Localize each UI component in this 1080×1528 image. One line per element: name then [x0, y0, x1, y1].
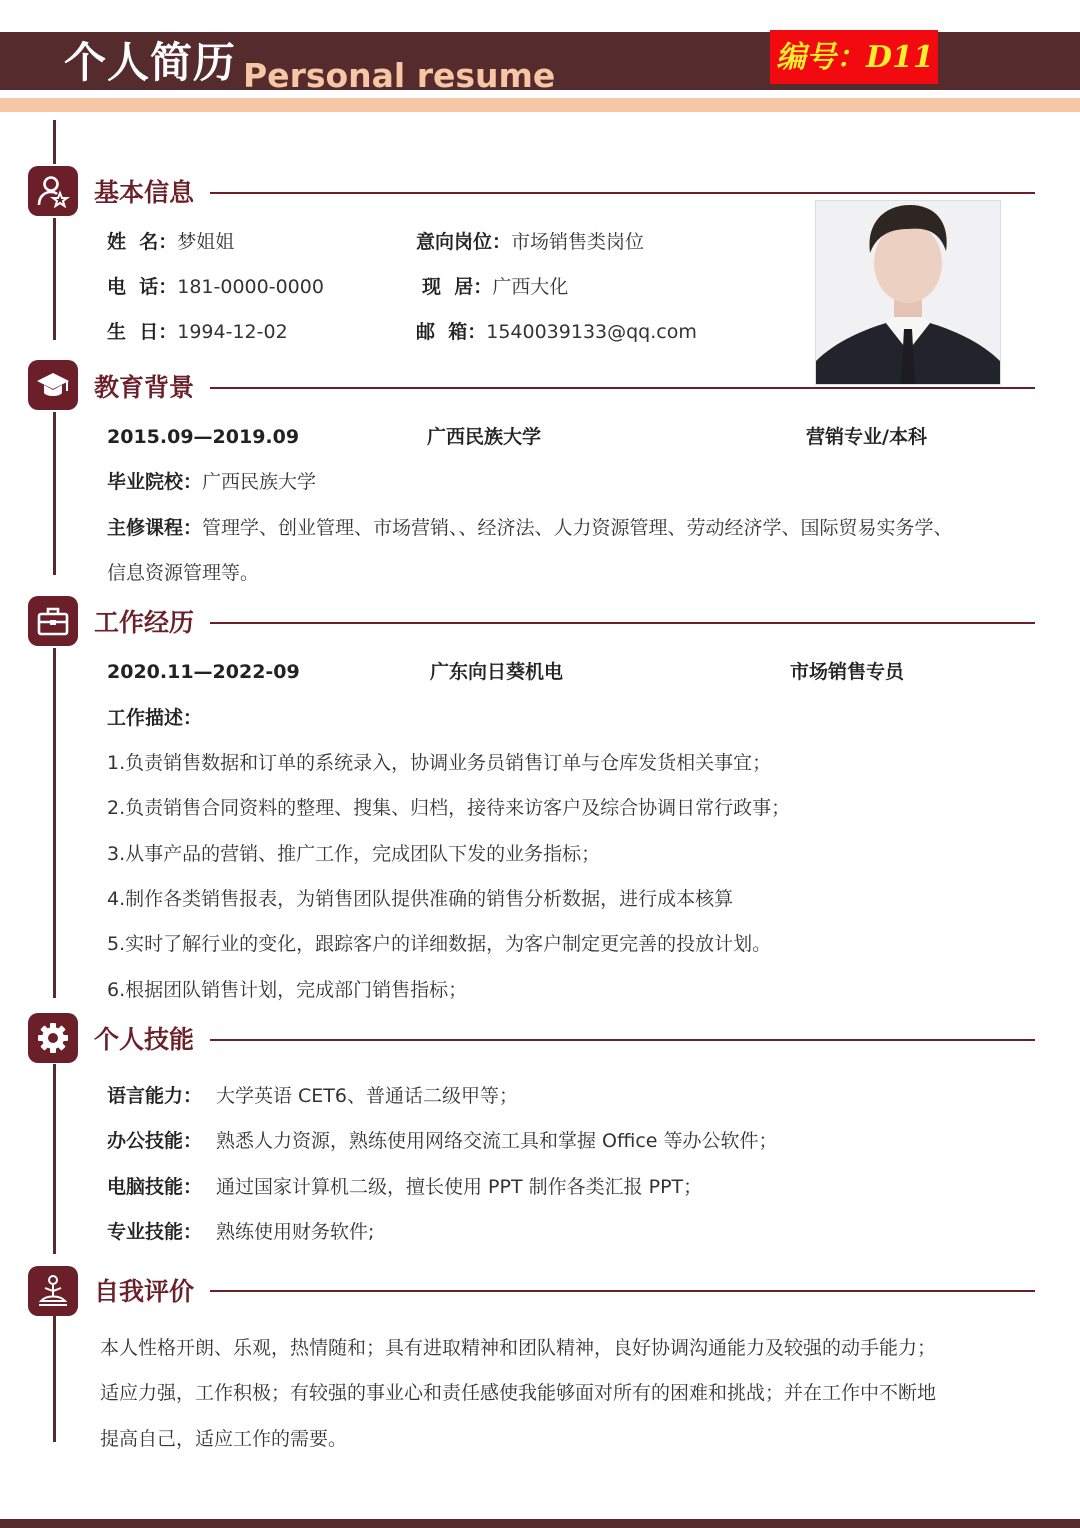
section-title-self: 自我评价	[94, 1277, 195, 1306]
timeline-line	[53, 218, 56, 340]
email-label: 邮 箱：	[416, 321, 487, 343]
skill-value: 熟悉人力资源，熟练使用网络交流工具和掌握 Office 等办公软件；	[216, 1130, 778, 1152]
timeline-line	[53, 1064, 56, 1254]
courses-value: 管理学、创业管理、市场营销、、经济法、人力资源管理、劳动经济学、国际贸易实务学、	[202, 517, 953, 539]
skill-value: 通过国家计算机二级，擅长使用 PPT 制作各类汇报 PPT；	[216, 1176, 703, 1198]
courses-row	[107, 514, 953, 542]
timeline-line	[53, 120, 56, 164]
skill-row	[107, 1127, 778, 1155]
skill-value: 熟练使用财务软件;	[216, 1221, 375, 1243]
section-title-basic: 基本信息	[94, 178, 195, 207]
courses-continued: 信息资源管理等。	[107, 562, 260, 584]
self-eval-line: 本人性格开朗、乐观，热情随和；具有进取精神和团队精神，良好协调沟通能力及较强的动手能力；	[100, 1337, 937, 1359]
phone-label: 电 话：	[107, 276, 178, 298]
meditation-person-icon	[28, 1266, 78, 1316]
section-title-education: 教育背景	[94, 373, 195, 402]
skill-label: 电脑技能：	[107, 1176, 203, 1198]
residence-value: 广西大化	[492, 276, 569, 298]
work-item: 5.实时了解行业的变化，跟踪客户的详细数据，为客户制定更完善的投放计划。	[107, 933, 772, 955]
section-rule	[210, 622, 1035, 624]
name-row	[107, 228, 234, 256]
position-label: 意向岗位：	[416, 231, 512, 253]
gear-icon	[28, 1013, 78, 1063]
email-value: 1540039133@qq.com	[486, 321, 697, 343]
phone-value: 181-0000-0000	[177, 276, 324, 298]
position-value: 市场销售类岗位	[511, 231, 645, 253]
section-rule	[210, 192, 1035, 194]
section-rule	[210, 387, 1035, 389]
work-role: 市场销售专员	[790, 661, 905, 683]
grad-school-label: 毕业院校：	[107, 471, 203, 493]
birth-row	[107, 318, 288, 346]
skill-label: 专业技能：	[107, 1221, 203, 1243]
skill-value: 大学英语 CET6、普通话二级甲等；	[216, 1085, 519, 1107]
grad-school-value: 广西民族大学	[202, 471, 317, 493]
section-title-skills: 个人技能	[94, 1025, 195, 1054]
timeline-line	[53, 648, 56, 998]
education-major: 营销专业/本科	[806, 426, 927, 448]
work-desc-label: 工作描述：	[107, 707, 203, 729]
grad-school-row	[107, 468, 316, 496]
header-stripe	[0, 98, 1080, 112]
residence-row	[422, 273, 568, 301]
section-title-work: 工作经历	[94, 608, 195, 637]
code-label: 编号：D11	[776, 40, 934, 75]
footer-bar	[0, 1519, 1080, 1528]
position-row	[416, 228, 644, 256]
skill-label: 语言能力：	[107, 1085, 203, 1107]
name-label: 姓 名：	[107, 231, 178, 253]
phone-row	[107, 273, 324, 301]
birth-label: 生 日：	[107, 321, 178, 343]
briefcase-icon	[28, 596, 78, 646]
work-period: 2020.11—2022-09	[107, 661, 300, 683]
section-rule	[210, 1290, 1035, 1292]
skill-row	[107, 1218, 374, 1246]
birth-value: 1994-12-02	[177, 321, 288, 343]
education-school: 广西民族大学	[427, 426, 542, 448]
self-eval-line: 提高自己，适应工作的需要。	[100, 1428, 348, 1450]
profile-photo	[815, 200, 1001, 385]
email-row	[416, 318, 697, 346]
work-company: 广东向日葵机电	[430, 661, 564, 683]
timeline-line	[53, 412, 56, 575]
section-rule	[210, 1039, 1035, 1041]
self-eval-line: 适应力强，工作积极；有较强的事业心和责任感使我能够面对所有的困难和挑战；并在工作中不断地	[100, 1382, 937, 1404]
work-item: 2.负责销售合同资料的整理、搜集、归档，接待来访客户及综合协调日常行政事；	[107, 797, 791, 819]
work-item: 4.制作各类销售报表，为销售团队提供准确的销售分析数据，进行成本核算	[107, 888, 734, 910]
courses-label: 主修课程：	[107, 517, 203, 539]
timeline-line	[53, 1316, 56, 1442]
graduation-cap-icon	[28, 360, 78, 410]
work-item: 3.从事产品的营销、推广工作，完成团队下发的业务指标；	[107, 843, 601, 865]
skill-row	[107, 1082, 518, 1110]
name-value: 梦姐姐	[177, 231, 235, 253]
residence-label: 现 居：	[422, 276, 493, 298]
work-item: 1.负责销售数据和订单的系统录入，协调业务员销售订单与仓库发货相关事宜；	[107, 752, 772, 774]
page-title: 个人简历	[64, 38, 237, 87]
education-period: 2015.09—2019.09	[107, 426, 300, 448]
page-subtitle: Personal resume	[243, 56, 556, 95]
user-star-icon	[28, 166, 78, 216]
skill-label: 办公技能：	[107, 1130, 203, 1152]
work-item: 6.根据团队销售计划，完成部门销售指标；	[107, 979, 468, 1001]
skill-row	[107, 1173, 702, 1201]
